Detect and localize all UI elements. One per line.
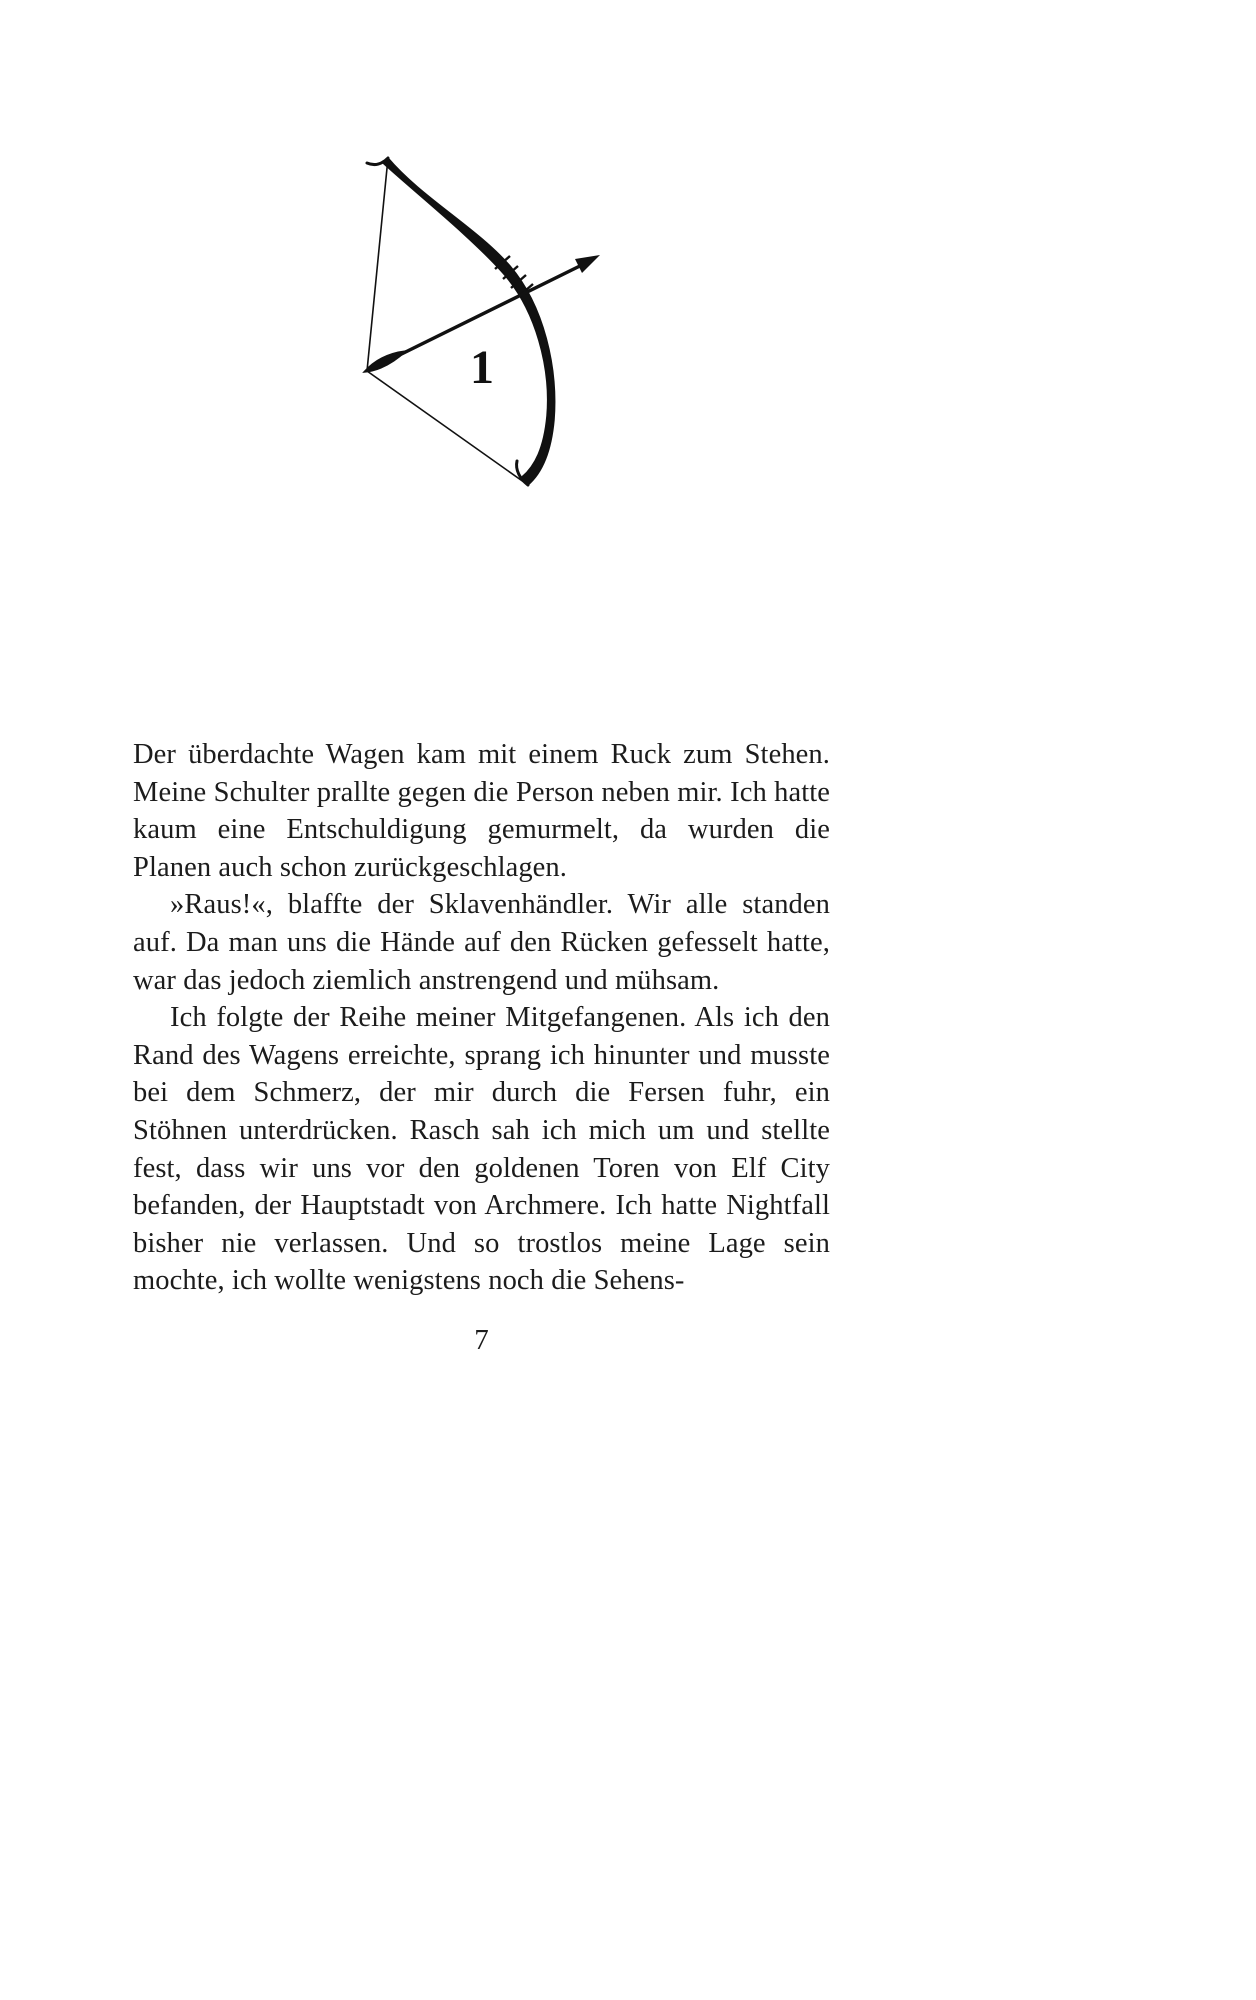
paragraph: »Raus!«, blaffte der Sklavenhändler. Wir alle standen auf. Da man uns die Hände auf den Rücken gefesselt hatte, war das jedoch ziemlich anstrengend und mühsam.: [133, 889, 830, 996]
paragraph: Der überdachte Wagen kam mit einem Ruck zum Stehen. Meine Schulter prallte gegen die Person neben mir. Ich hatte kaum eine Entschuldigung gemurmelt, da wurden die Planen auch schon zurückgeschlagen.: [133, 739, 830, 883]
body-text: [133, 736, 830, 1300]
chapter-ornament: [352, 148, 622, 498]
chapter-number: 1: [470, 341, 494, 394]
page-number: 7: [474, 1324, 489, 1356]
paragraph: Ich folgte der Reihe meiner Mitgefangenen. Als ich den Rand des Wagens erreichte, sprang ich hinunter und musste bei dem Schmerz, der mir durch die Fersen fuhr, ein Stöhnen unterdrücken. Rasch sah ich mich um und stellte fest, dass wir uns vor den goldenen Toren von Elf City befanden, der Hauptstadt von Archmere. Ich hatte Nightfall bisher nie verlassen. Und so trostlos meine Lage sein mochte, ich wollte wenigstens noch die Sehens-: [133, 1002, 830, 1297]
bow-and-arrow-icon: [352, 148, 622, 498]
